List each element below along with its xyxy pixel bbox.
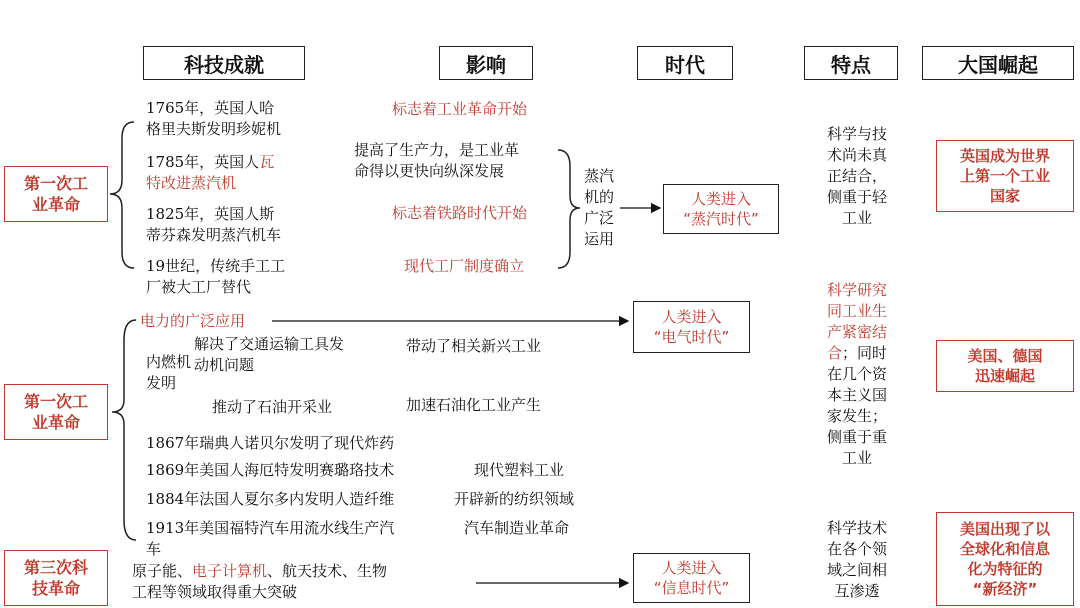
second-feature-black: ；同时 在几个资 本主义国 家发生； 侧重于重 工业: [826, 344, 888, 467]
first-achievement-2: [146, 152, 274, 194]
oil-result-2: 加速石油化工业产生: [406, 396, 542, 414]
era-steam: [663, 184, 779, 234]
label-first-revolution: 第一次工 业革命: [4, 166, 108, 222]
third-achievement-red: 电子计算机: [192, 562, 268, 580]
second-feature-red: 科学研究 同工业生 产紧密结 合: [826, 281, 887, 362]
era-electric-line1: 人类进入: [661, 308, 722, 326]
first-rise: 英国成为世界 上第一个工业 国家: [936, 140, 1074, 212]
era-information-line1: 人类进入: [661, 559, 722, 577]
era-information: [633, 553, 750, 603]
brace-first: [110, 122, 134, 268]
label-third-revolution: 第三次科 技革命: [4, 550, 108, 606]
ice-result-1: 解决了交通运输工具发 动机问题: [194, 335, 345, 374]
ice-invention: 内燃机 发明: [146, 353, 192, 392]
first-achievement-2-text: 1785年，英国人: [146, 153, 260, 171]
first-impact-3: 标志着铁路时代开始: [392, 204, 528, 222]
era-steam-line2: “蒸汽时代”: [683, 210, 759, 228]
second-row-2-impact: 现代塑料工业: [474, 461, 565, 479]
header-impact: 影响: [439, 46, 533, 80]
brace-second: [112, 320, 136, 540]
header-feature: 特点: [804, 46, 898, 80]
steam-engine-label: 蒸汽 机的 广泛 运用: [584, 167, 615, 248]
first-achievement-2-red-2: 特改进蒸汽机: [146, 174, 237, 192]
first-impact-2: 提高了生产力，是工业革 命得以更快向纵深发展: [354, 141, 520, 180]
ice-result-2: 带动了相关新兴工业: [406, 337, 542, 355]
first-feature: 科学与技 术尚未真 正结合， 侧重于轻 工业: [826, 125, 887, 227]
header-era: 时代: [637, 46, 733, 80]
era-electric-line2: “电气时代”: [653, 328, 730, 346]
second-feature: [810, 280, 904, 469]
first-achievement-1: 1765年，英国人哈 格里夫斯发明珍妮机: [146, 99, 282, 138]
second-row-4-impact: 汽车制造业革命: [464, 519, 570, 537]
brace-steam: [558, 150, 580, 268]
third-achievement-pre: 原子能、: [132, 562, 193, 580]
first-impact-4: 现代工厂制度确立: [404, 257, 525, 275]
second-row-1: 1867年瑞典人诺贝尔发明了现代炸药: [146, 434, 395, 452]
label-second-revolution: 第一次工 业革命: [4, 384, 108, 440]
first-achievement-3: 1825年，英国人斯 蒂芬森发明蒸汽机车: [146, 205, 282, 244]
third-achievement-post: 、航天技术、生物 工程等领域取得重大突破: [132, 562, 388, 601]
third-feature: 科学技术 在各个领 域之间相 互渗透: [826, 519, 887, 600]
first-impact-1: 标志着工业革命开始: [392, 100, 528, 118]
second-row-3: 1884年法国人夏尔多内发明人造纤维: [146, 490, 395, 508]
second-rise: 美国、德国 迅速崛起: [936, 340, 1074, 392]
second-row-2: 1869年美国人海厄特发明赛璐珞技术: [146, 461, 395, 479]
era-steam-line1: 人类进入: [690, 190, 751, 208]
first-achievement-4: 19世纪，传统手工工 厂被大工厂替代: [146, 257, 286, 296]
second-row-4: 1913年美国福特汽车用流水线生产汽 车: [146, 519, 395, 558]
header-rise: 大国崛起: [922, 46, 1074, 80]
era-information-line2: “信息时代”: [653, 579, 730, 597]
oil-result-1: 推动了石油开采业: [212, 398, 333, 416]
third-rise: 美国出现了以 全球化和信息 化为特征的 “新经济”: [936, 512, 1074, 606]
header-achievement: 科技成就: [143, 46, 305, 80]
third-achievement: [132, 561, 387, 603]
second-row-3-impact: 开辟新的纺织领域: [454, 490, 575, 508]
electric-application: 电力的广泛应用: [140, 312, 246, 330]
first-achievement-2-red: 瓦: [259, 153, 275, 171]
era-electric: [633, 301, 750, 353]
